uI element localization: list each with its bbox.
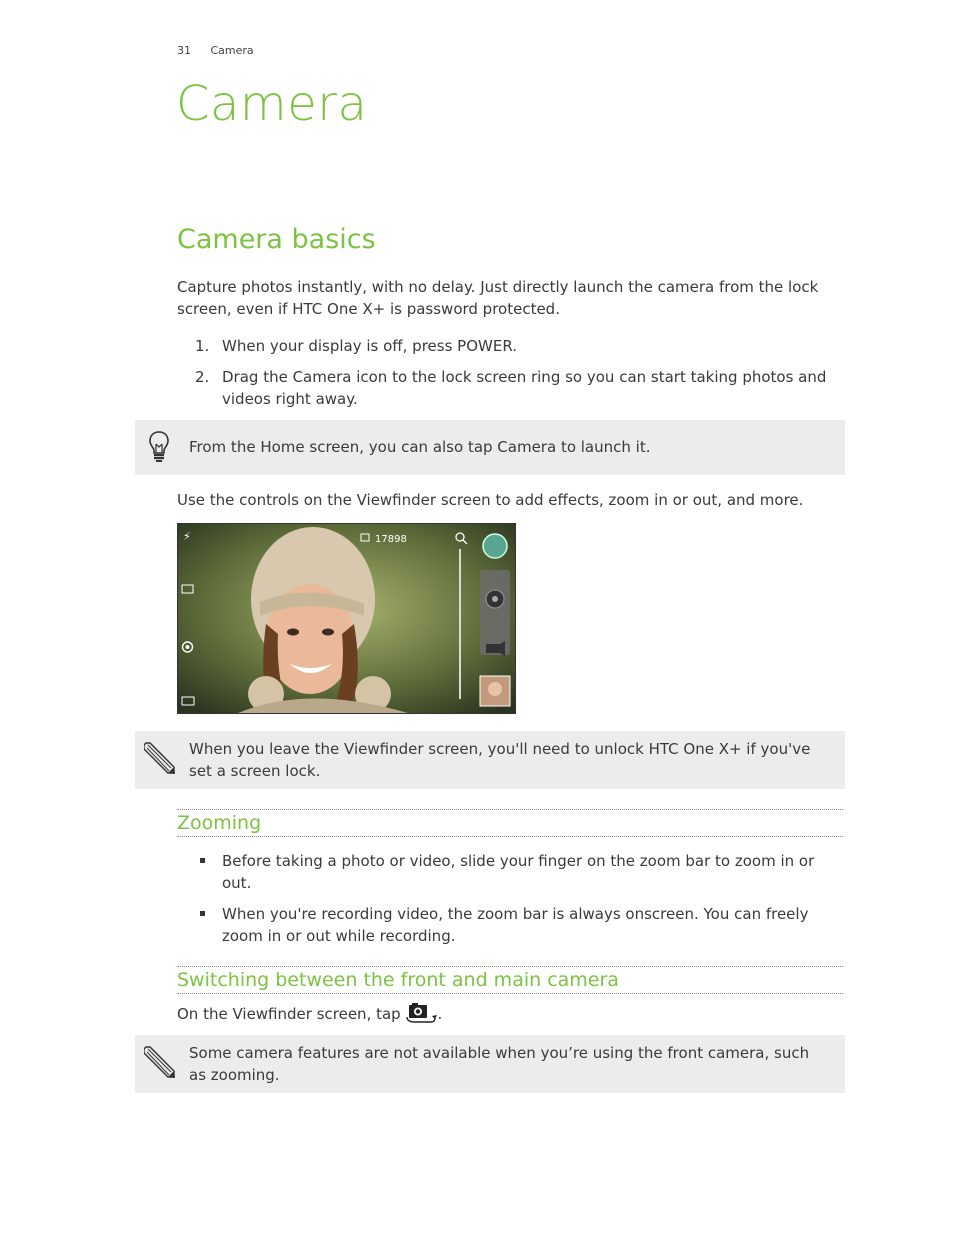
bullet-mark [200, 911, 205, 916]
divider [177, 809, 843, 810]
divider [177, 993, 843, 994]
step-number: 2. [195, 368, 210, 386]
switching-heading: Switching between the front and main camera [177, 969, 619, 991]
viewfinder-screenshot [177, 523, 516, 714]
bullet-mark [200, 858, 205, 863]
divider [177, 836, 843, 837]
bullet-text: Before taking a photo or video, slide your finger on the zoom bar to zoom in or [222, 852, 815, 870]
header-section: Camera [210, 44, 254, 57]
section-title: Camera basics [177, 224, 376, 255]
note-box [135, 1035, 845, 1093]
list-item [195, 366, 845, 410]
bullet-text: When you're recording video, the zoom bar is always onscreen. You can freely [222, 905, 809, 923]
viewfinder-intro: Use the controls on the Viewfinder screen to add effects, zoom in or out, and more. [177, 491, 804, 509]
step-number: 1. [195, 337, 210, 355]
page-header [177, 44, 270, 57]
note-text-cont: set a screen lock. [189, 762, 321, 780]
switch-camera-icon [405, 1003, 437, 1023]
shot-count: 17898 [375, 534, 407, 545]
pencil-icon [144, 1045, 176, 1083]
note-text: When you leave the Viewfinder screen, you'll need to unlock HTC One X+ if you've [189, 740, 811, 758]
bullet-text-cont: zoom in or out while recording. [222, 927, 456, 945]
tip-box [135, 420, 845, 475]
page-number: 31 [177, 44, 191, 57]
intro-paragraph: Capture photos instantly, with no delay. Just directly launch the camera from the lock screen, even if HTC One X+ is password protected. [177, 278, 819, 318]
zooming-heading: Zooming [177, 812, 262, 834]
switching-text [177, 1003, 442, 1025]
step-text: When your display is off, press POWER. [222, 337, 517, 355]
bullet-text-cont: out. [222, 874, 252, 892]
viewfinder-image [178, 524, 515, 713]
lightbulb-icon [148, 430, 170, 468]
list-item [200, 903, 845, 947]
list-item [200, 850, 845, 894]
pencil-icon [144, 741, 176, 779]
svg-text:⚡: ⚡ [183, 530, 191, 543]
switching-text-after: . [437, 1005, 443, 1023]
note-text-cont: as zooming. [189, 1066, 280, 1084]
note-box [135, 731, 845, 789]
list-item [195, 335, 845, 357]
step-text-cont: videos right away. [222, 390, 358, 408]
note-text: Some camera features are not available when you’re using the front camera, such [189, 1044, 810, 1062]
page-title: Camera [176, 76, 368, 132]
switching-text-before: On the Viewfinder screen, tap [177, 1005, 401, 1023]
tip-text: From the Home screen, you can also tap Camera to launch it. [189, 438, 651, 456]
divider [177, 966, 843, 967]
step-text: Drag the Camera icon to the lock screen ring so you can start taking photos and [222, 368, 827, 386]
